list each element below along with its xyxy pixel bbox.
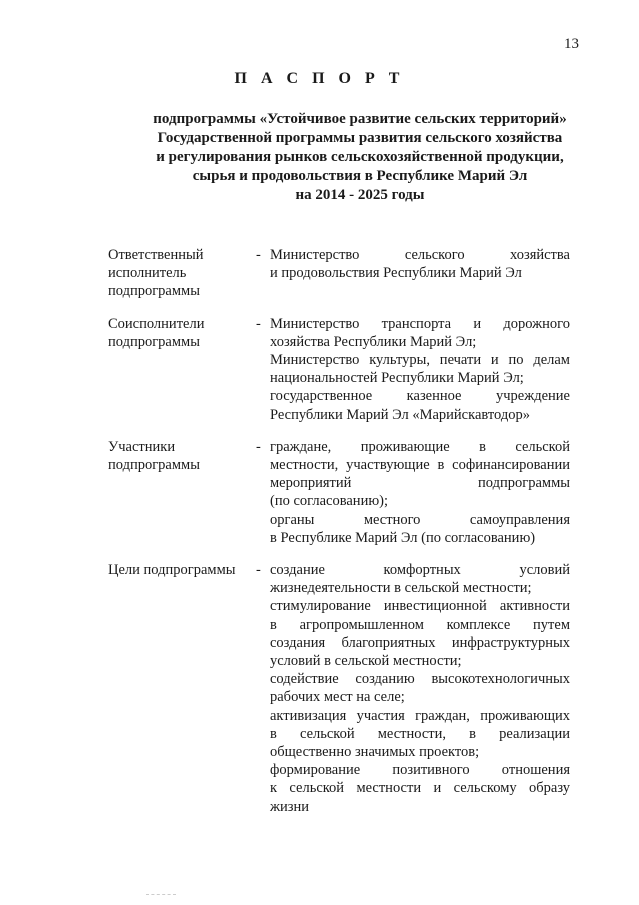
row-label-line: исполнитель (108, 265, 187, 282)
subtitle-line: сырья и продовольствия в Республике Марий Эл (192, 168, 528, 184)
row-content-line: Министерство сельского хозяйства (270, 247, 570, 263)
row-dash: - (256, 247, 261, 263)
subtitle-line: и регулирования рынков сельскохозяйственной продукции, (156, 149, 564, 165)
row-content-line: граждане, проживающие в сельской (270, 438, 570, 455)
passport-row (108, 561, 570, 816)
row-content-line: условий в сельской местности; (270, 653, 462, 670)
row-content-line: государственное казенное учреждение (270, 388, 570, 405)
row-content-line: и продовольствия Республики Марий Эл (270, 265, 522, 282)
row-content-line: мероприятий подпрограммы (270, 475, 570, 492)
row-label (108, 561, 256, 816)
subtitle-line: Государственной программы развития сельского хозяйства (157, 130, 563, 146)
row-content-line: органы местного самоуправления (270, 511, 570, 528)
row-content-line: (по согласованию); (270, 493, 389, 510)
row-dash: - (256, 562, 261, 579)
row-content-line: национальностей Республики Марий Эл; (270, 370, 524, 387)
row-content-line: общественно значимых проектов; (270, 744, 480, 761)
document-title: П А С П О Р Т (234, 70, 405, 87)
row-content (270, 315, 570, 424)
row-label-line: подпрограммы (108, 333, 200, 350)
row-content (270, 561, 570, 816)
row-label (108, 315, 256, 424)
row-content-line: в сельской местности, в реализации (270, 725, 570, 742)
row-content-line: стимулирование инвестиционной активности (270, 598, 570, 615)
footnote-divider (146, 894, 176, 895)
row-label-line: Ответственный (108, 247, 204, 263)
row-content-line: жизни (270, 798, 310, 815)
subtitle-line: подпрограммы «Устойчивое развитие сельских территорий» (153, 111, 567, 127)
row-dash: - (256, 315, 261, 332)
passport-row (108, 246, 570, 301)
row-content-line: местности, участвующие в софинансировании (270, 457, 570, 474)
passport-row (108, 438, 570, 547)
row-content-line: в агропромышленном комплексе путем (270, 616, 570, 633)
row-content-line: содействие созданию высокотехнологичных (270, 671, 570, 688)
row-label-line: Цели подпрограммы (108, 562, 236, 579)
row-content-line: жизнедеятельности в сельской местности; (270, 580, 532, 597)
row-content-line: Республики Марий Эл «Марийскавтодор» (270, 406, 530, 423)
row-content-line: создание комфортных условий (270, 562, 570, 579)
row-label (108, 438, 256, 547)
row-content-line: в Республике Марий Эл (по согласованию) (270, 529, 536, 546)
row-content-line: Министерство культуры, печати и по делам (270, 352, 570, 369)
row-content (270, 438, 570, 547)
row-content-line: хозяйства Республики Марий Эл; (270, 333, 477, 350)
passport-table (108, 246, 570, 830)
row-label-line: подпрограммы (108, 457, 200, 474)
passport-row (108, 315, 570, 424)
row-content-line: к сельской местности и сельскому образу (270, 780, 570, 797)
row-label-line: Участники (108, 438, 176, 455)
row-content (270, 246, 570, 301)
row-content-line: рабочих мест на селе; (270, 689, 405, 706)
subtitle-line: на 2014 - 2025 годы (295, 187, 425, 203)
document-subtitle (140, 110, 580, 205)
row-label (108, 246, 256, 301)
row-label-line: подпрограммы (108, 283, 200, 300)
row-label-line: Соисполнители (108, 315, 205, 332)
row-content-line: формирование позитивного отношения (270, 762, 570, 779)
row-dash: - (256, 438, 261, 455)
page-number: 13 (564, 36, 579, 52)
row-content-line: активизация участия граждан, проживающих (270, 707, 570, 724)
row-content-line: создания благоприятных инфраструктурных (270, 634, 570, 651)
row-content-line: Министерство транспорта и дорожного (270, 315, 570, 332)
